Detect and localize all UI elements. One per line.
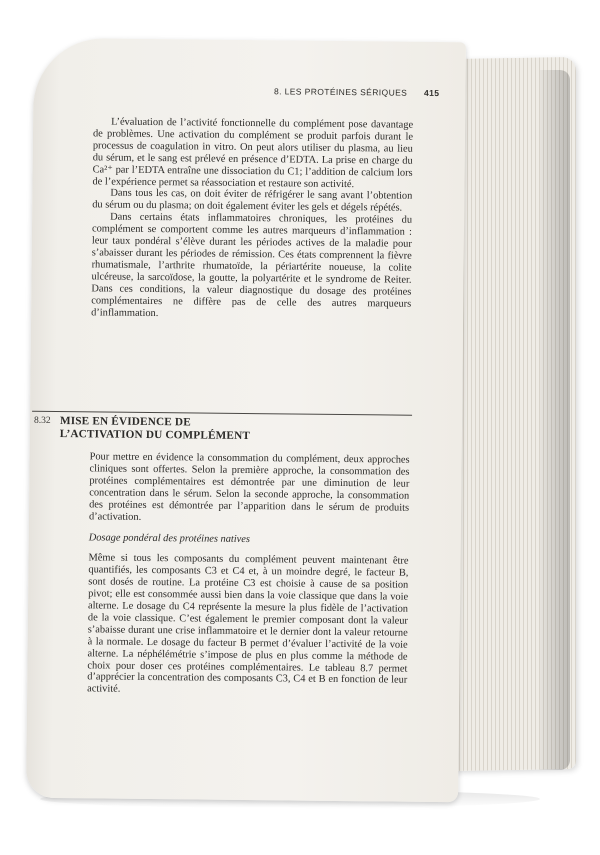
section-title xyxy=(60,415,400,445)
paragraph: L’évaluation de l’activité fonctionnelle du complément pose davantage de problèmes. Une activation du complément se produit parfois durant le processus de coagulation in vitro. On peut alors utiliser du plasma, au lieu du sérum, et le sang est prélevé en présence d’EDTA. La prise en charge du Ca²⁺ par l’EDTA entraîne une dissociation du C1; l’addition de calcium lors de l’expérience permet sa réassociation et restaure son activité. xyxy=(92,116,414,190)
running-title: 8. LES PROTÉINES SÉRIQUES xyxy=(273,86,408,98)
section-number: 8.32 xyxy=(33,415,51,426)
subheading: Dosage pondéral des protéines natives xyxy=(88,532,251,546)
book-page xyxy=(26,38,466,802)
paragraph: Dans certains états inflammatoires chroniques, les protéines du complément se comportent comme les autres marqueurs d’inflammation : leur taux pondéral s’élève durant les périodes actives de la maladie pour s’abaisser durant les périodes de rémission. Ces états comprennent la fièvre rhumatismale, l’arthrite rhumatoïde, la périartérite noueuse, la colite ulcéreuse, la sarcoïdose, la goutte, la polyartérite et le syndrome de Reiter. Dans ces conditions, la valeur diagnostique du dosage des protéines complémentaires ne diffère pas de celle des autres marqueurs d’inflammation. xyxy=(91,211,413,319)
book-spine-shadow xyxy=(540,70,570,770)
text-block-top xyxy=(91,116,413,322)
paragraph: Pour mettre en évidence la consommation du complément, deux approches cliniques sont offertes. Selon la première approche, la consommation des protéines complémentaires est démontrée par une diminution de leur concentration dans le sérum. Selon la seconde approche, la consommation des protéines est démontrée par l’apparition dans le sérum de produits d’activation. xyxy=(88,451,410,523)
page-number: 415 xyxy=(423,87,440,99)
text-block-section xyxy=(87,451,410,699)
paragraph: Dans tous les cas, on doit éviter de réfrigérer le sang avant l’obtention du sérum ou du plasma; on doit également éviter les gels et dégels répétés. xyxy=(92,188,413,214)
running-header xyxy=(274,86,440,98)
section-title-line: MISE EN ÉVIDENCE DE xyxy=(59,415,191,429)
section-title-line: L’ACTIVATION DU COMPLÉMENT xyxy=(59,428,251,443)
paragraph: Même si tous les composants du complément peuvent maintenant être quantifiés, les composants C3 et C4 et, à un moindre degré, le facteur B, sont dosés de routine. La protéine C3 est choisie à cause de sa position pivot; elle est consommée aussi bien dans la voie classique que dans la voie alterne. Le dosage du C4 représente la mesure la plus fidèle de l’activation de la voie classique. C’est également le premier composant dont la valeur s’abaisse durant une crise inflammatoire et le dernier dont la valeur retourne à la normale. Le dosage du facteur B permet d’évaluer l’activité de la voie alterne. La néphélémétrie s’impose de plus en plus comme la méthode de choix pour doser ces protéines complémentaires. Le tableau 8.7 permet d’apprécier la concentration des composants C3, C4 et B en fonction de leur activité. xyxy=(87,552,409,696)
